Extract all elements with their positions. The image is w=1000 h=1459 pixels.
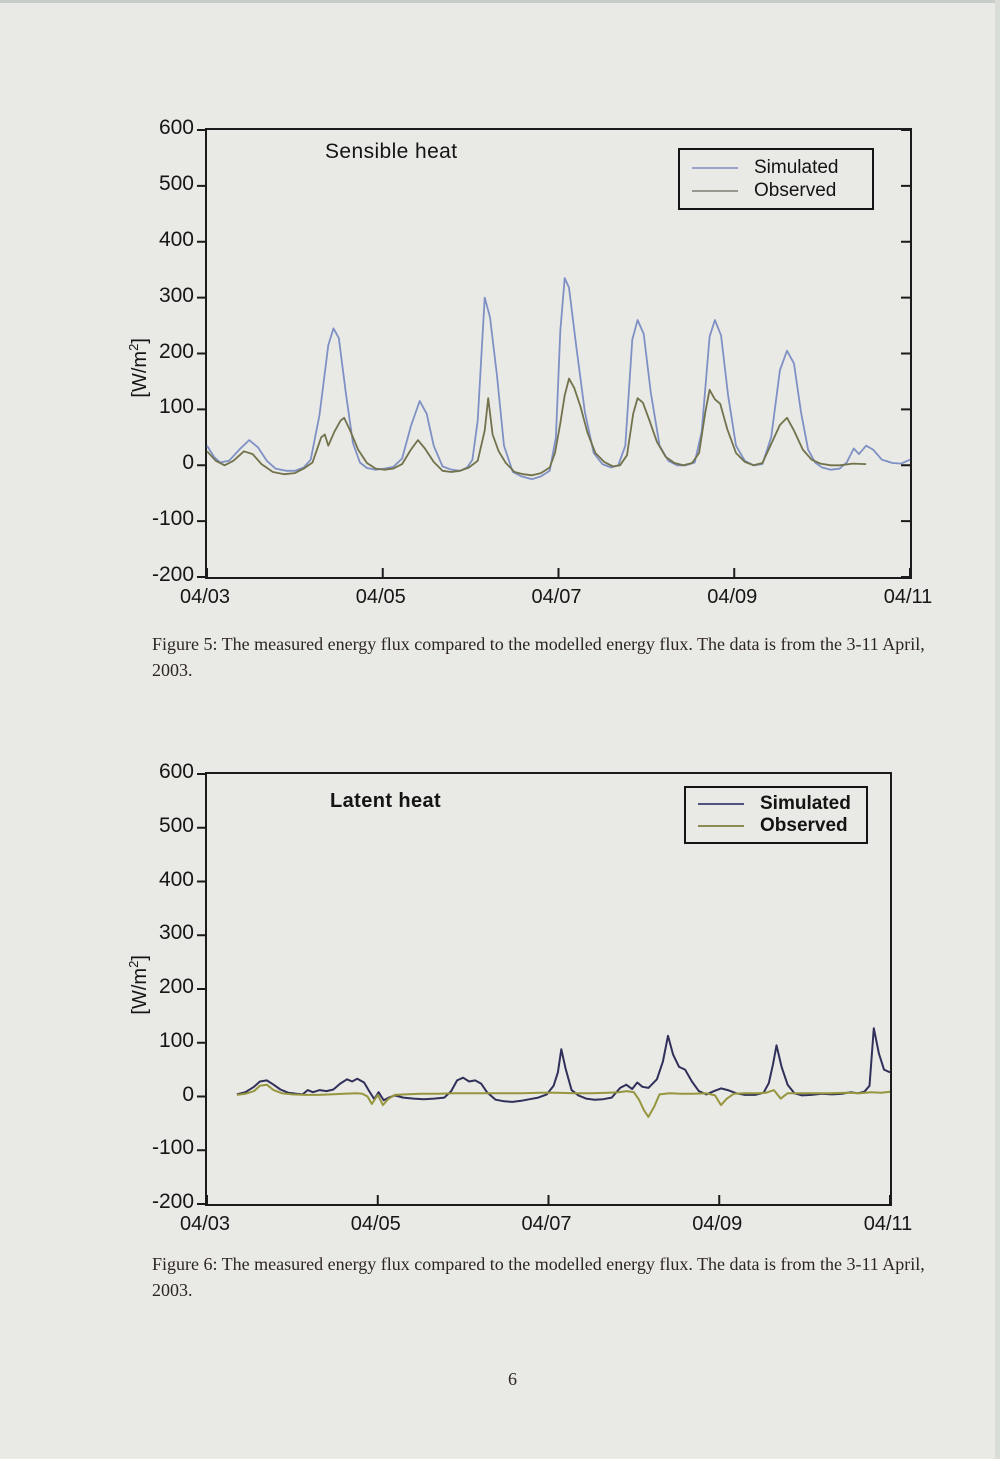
legend-item-label: Simulated [754, 156, 839, 178]
chart-title: Sensible heat [325, 140, 458, 163]
x-tick-label: 04/03 [179, 586, 231, 608]
x-tick-label: 04/11 [883, 586, 933, 608]
y-tick-label: 300 [158, 283, 194, 307]
x-tick-label: 04/09 [692, 1213, 743, 1235]
x-tick-label: 04/05 [355, 586, 406, 608]
observed-line-sample [692, 190, 738, 192]
simulated-line-sample [692, 167, 738, 169]
scan-edge-right [995, 0, 1000, 1459]
y-tick-label: -200 [151, 563, 194, 586]
y-tick-label: 200 [158, 975, 194, 998]
y-tick-label: 400 [158, 867, 194, 891]
legend-item-label: Simulated [760, 793, 851, 814]
legend [684, 786, 868, 844]
figure5-caption: Figure 5: The measured energy flux compared to the modelled energy flux. The data is from the 3-11 April, 2003. [152, 634, 925, 680]
y-tick-label: 100 [158, 395, 194, 419]
y-tick-label: 500 [158, 171, 194, 195]
y-axis-unit-label: $[W/m^2]$ [126, 338, 151, 398]
legend-item-label: Observed [754, 179, 837, 201]
y-tick-label: 600 [158, 760, 194, 783]
simulated-line-sample [698, 803, 744, 805]
y-tick-label: -200 [151, 1190, 194, 1213]
x-tick-label: 04/03 [179, 1213, 231, 1235]
y-tick-label: 600 [158, 116, 194, 139]
y-axis-unit-label: $[W/m^2]$ [126, 955, 151, 1015]
scan-edge-top [0, 0, 1000, 3]
chart-latent-heat [110, 760, 980, 1265]
y-tick-label: -100 [151, 507, 194, 531]
chart-title: Latent heat [330, 790, 442, 812]
y-tick-label: 200 [158, 339, 194, 363]
x-tick-label: 04/07 [521, 1213, 572, 1235]
legend-item-label: Observed [760, 815, 848, 836]
chart-sensible-heat [110, 115, 980, 635]
x-tick-label: 04/05 [350, 1213, 401, 1235]
legend-row [692, 156, 860, 179]
x-tick-label: 04/09 [707, 586, 758, 608]
y-tick-label: -100 [151, 1136, 194, 1160]
y-tick-label: 0 [182, 1082, 194, 1106]
x-tick-label: 04/11 [863, 1213, 913, 1235]
figure6-caption: Figure 6: The measured energy flux compared to the modelled energy flux. The data is from the 3-11 April, 2003. [152, 1254, 925, 1300]
legend-row [692, 179, 860, 202]
legend-row [698, 793, 854, 815]
y-tick-label: 400 [158, 227, 194, 251]
legend-row [698, 815, 854, 837]
y-tick-label: 0 [182, 451, 194, 475]
page-number: 6 [508, 1369, 517, 1389]
y-tick-label: 500 [158, 813, 194, 837]
x-tick-label: 04/07 [531, 586, 582, 608]
observed-line-sample [698, 825, 744, 827]
y-tick-label: 100 [158, 1028, 194, 1052]
legend [678, 148, 874, 210]
y-tick-label: 300 [158, 921, 194, 945]
